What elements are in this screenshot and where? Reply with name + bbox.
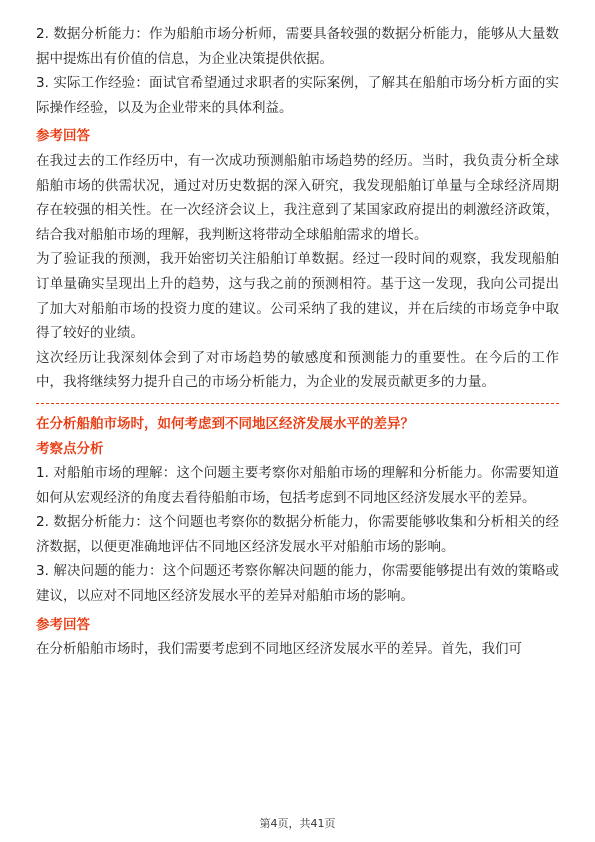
reference-answer-heading: 参考回答	[36, 616, 90, 633]
page-number: 第4页，共41页	[259, 817, 336, 830]
analysis-heading: 考察点分析	[36, 440, 104, 457]
criteria-item-2: 2. 数据分析能力：作为船舶市场分析师，需要具备较强的数据分析能力，能够从大量数据中提炼出有价值的信息，为企业决策提供依据。	[36, 26, 559, 67]
document-page	[36, 22, 559, 662]
criteria-item-2: 2. 数据分析能力：这个问题也考察你的数据分析能力，你需要能够收集和分析相关的经济数据，以便更准确地评估不同地区经济发展水平对船舶市场的影响。	[36, 514, 559, 555]
answer-paragraph: 这次经历让我深刻体会到了对市场趋势的敏感度和预测能力的重要性。在今后的工作中，我将继续努力提升自己的市场分析能力，为企业的发展贡献更多的力量。	[36, 349, 559, 391]
section-divider	[36, 403, 559, 404]
reference-answer-heading: 参考回答	[36, 128, 90, 145]
answer-paragraph: 在分析船舶市场时，我们需要考虑到不同地区经济发展水平的差异。首先，我们可	[36, 641, 522, 658]
criteria-item-3: 3. 解决问题的能力：这个问题还考察你解决问题的能力，你需要能够提出有效的策略或建议，以应对不同地区经济发展水平的差异对船舶市场的影响。	[36, 563, 559, 605]
criteria-item-3: 3. 实际工作经验：面试官希望通过求职者的实际案例，了解其在船舶市场分析方面的实际操作经验，以及为企业带来的具体利益。	[36, 75, 559, 116]
interview-question: 在分析船舶市场时，如何考虑到不同地区经济发展水平的差异？	[36, 415, 414, 432]
criteria-item-1: 1. 对船舶市场的理解：这个问题主要考察你对船舶市场的理解和分析能力。你需要知道如何从宏观经济的角度去看待船舶市场，包括考虑到不同地区经济发展水平的差异。	[36, 465, 559, 506]
answer-paragraph: 为了验证我的预测，我开始密切关注船舶订单数据。经过一段时间的观察，我发现船舶订单量确实呈现出上升的趋势，这与我之前的预测相符。基于这一发现，我向公司提出了加大对船舶市场的投资力度的建议。公司采纳了我的建议，并在后续的市场竞争中取得了较好的业绩。	[36, 251, 559, 342]
answer-paragraph: 在我过去的工作经历中，有一次成功预测船舶市场趋势的经历。当时，我负责分析全球船舶市场的供需状况，通过对历史数据的深入研究，我发现船舶订单量与全球经济周期存在较强的相关性。在一次经济会议上，我注意到了某国家政府提出的刺激经济政策，结合我对船舶市场的理解，我判断这将带动全球船舶需求的增长。	[36, 152, 559, 243]
